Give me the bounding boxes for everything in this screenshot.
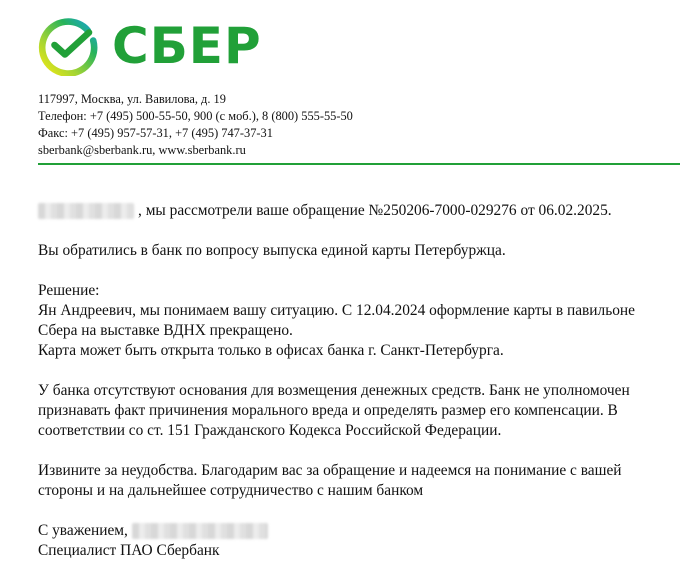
apology-line: Извините за неудобства. Благодарим вас за обращение и надеемся на понимание с вашей [38,462,622,479]
apology-paragraph [38,461,680,501]
letter-body [38,201,680,581]
email-web-line: sberbank@sberbank.ru, www.sberbank.ru [38,143,246,157]
apology-line: стороны и на дальнейшее сотрудничество с нашим банком [38,482,424,499]
decision-heading: Решение: [38,282,100,299]
topic-text: Вы обратились в банк по вопросу выпуска единой карты Петербуржца. [38,242,506,259]
compensation-line: признавать факт причинения морального вреда и определять размер его компенсации. В [38,402,618,419]
compensation-line: соответствии со ст. 151 Гражданского Кодекса Российской Федерации. [38,422,502,439]
topic-paragraph [38,241,680,261]
sber-check-logo-icon [38,16,98,76]
decision-line: Сбера на выставке ВДНХ прекращено. [38,322,293,339]
redacted-signer-name [132,523,268,539]
phone-line: Телефон: +7 (495) 500-55-50, 900 (с моб.), 8 (800) 555-55-50 [38,109,353,123]
compensation-line: У банка отсутствуют основания для возмещения денежных средств. Банк не уполномочен [38,382,630,399]
redacted-recipient-name [38,203,134,219]
intro-paragraph [38,201,680,221]
decision-line: Ян Андреевич, мы понимаем вашу ситуацию. С 12.04.2024 оформление карты в павильоне [38,302,635,319]
intro-text: , мы рассмотрели ваше обращение №250206-7000-029276 от 06.02.2025. [138,202,612,219]
closing-text: С уважением, [38,522,128,539]
compensation-paragraph [38,381,680,441]
contact-block [38,91,353,159]
header-divider [38,163,680,165]
decision-line: Карта может быть открыта только в офисах банка г. Санкт-Петербурга. [38,342,504,359]
address-line: 117997, Москва, ул. Вавилова, д. 19 [38,92,226,106]
fax-line: Факс: +7 (495) 957-57-31, +7 (495) 747-37-31 [38,126,273,140]
signature-title: Специалист ПАО Сбербанк [38,542,220,559]
sber-logo [38,14,262,78]
decision-paragraph [38,281,680,361]
brand-wordmark: СБЕР [112,17,262,75]
closing-block [38,521,680,561]
